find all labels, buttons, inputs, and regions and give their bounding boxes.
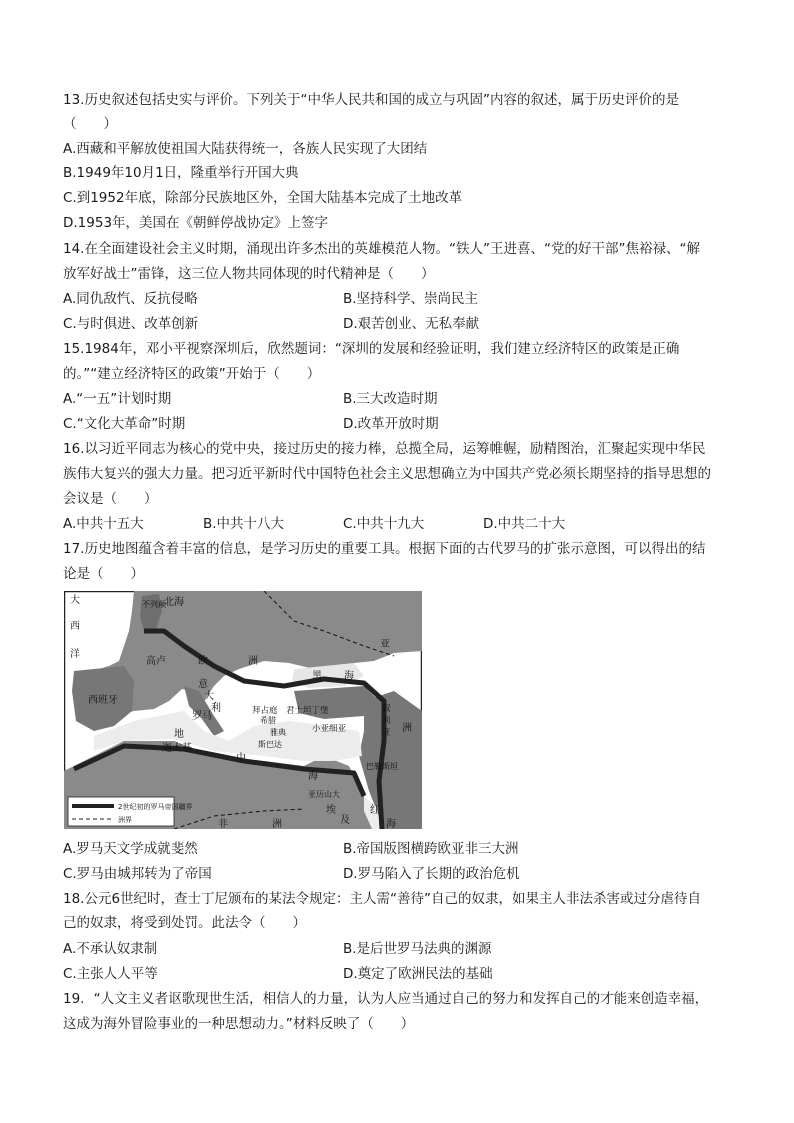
q13-option-a: A.西藏和平解放使祖国大陆获得统一，各族人民实现了大团结 — [63, 141, 428, 157]
q16-stem-line1: 16.以习近平同志为核心的党中央，接过历史的接力棒，总揽全局，运筹帷幄，励精图治，汇聚起实现中华民 — [63, 441, 706, 457]
label-black-sea-hai: 海 — [344, 671, 354, 682]
q14-stem-line2: 放军好战士”雷锋，这三位人物共同体现的时代精神是（ ） — [63, 266, 435, 282]
q18-option-b: B.是后世罗马法典的渊源 — [343, 941, 492, 957]
legend-border-label: 2世纪初的罗马帝国疆界 — [118, 803, 193, 811]
label-gaul: 高卢 — [146, 656, 166, 667]
q18-stem-line2: 己的奴隶，将受到处罚。此法令（ ） — [63, 915, 306, 931]
label-africa-zhou: 洲 — [272, 819, 282, 829]
label-asia-ya: 亚 — [380, 639, 390, 650]
q17-option-d: D.罗马陷入了长期的政治危机 — [343, 866, 520, 882]
q14-stem-line1: 14.在全面建设社会主义时期，涌现出许多杰出的英雄模范人物。“铁人”王进喜、“党的好干部”焦裕禄、“解 — [63, 241, 700, 257]
q18-option-c: C.主张人人平等 — [63, 966, 158, 982]
q19-stem-line1: 19．“人文主义者讴歌现世生活，相信人的力量，认为人应当通过自己的努力和发挥自己的才能来创造幸福， — [63, 991, 709, 1007]
label-byzantium: 拜占庭 — [252, 706, 278, 716]
q17-option-c: C.罗马由城邦转为了帝国 — [63, 866, 212, 882]
label-da: 大 — [70, 595, 80, 606]
q16-option-c: C.中共十九大 — [343, 516, 425, 532]
q16-option-a: A.中共十五大 — [63, 516, 144, 532]
q17-stem-line2: 论是（ ） — [63, 566, 144, 582]
label-north-sea: 北海 — [164, 597, 184, 608]
label-britain: 不列颠 — [142, 600, 166, 609]
label-europe-ou: 欧 — [198, 656, 208, 667]
label-xi: 西 — [70, 621, 80, 632]
label-asia-minor: 小亚细亚 — [312, 724, 347, 734]
label-constantinople: 君士坦丁堡 — [286, 706, 329, 716]
label-syria-li: 利 — [382, 716, 391, 726]
label-athens: 雅典 — [270, 728, 286, 737]
label-spain: 西班牙 — [88, 695, 118, 706]
label-italy-li: 利 — [211, 703, 221, 714]
label-med-hai: 海 — [308, 771, 318, 782]
label-egypt-ai: 埃 — [326, 805, 336, 816]
label-black-sea-hei: 黑 — [312, 671, 322, 682]
label-europe-zhou: 洲 — [248, 656, 258, 667]
label-med-di: 地 — [174, 729, 184, 740]
q15-option-d: D.改革开放时期 — [343, 416, 439, 432]
q14-option-a: A.同仇敌忾、反抗侵略 — [63, 291, 198, 307]
q13-option-b: B.1949年10月1日，隆重举行开国大典 — [63, 165, 299, 181]
q16-stem-line2: 族伟大复兴的强大力量。把习近平新时代中国特色社会主义思想确立为中国共产党必须长期坚持的指导思想的 — [63, 466, 711, 482]
q18-option-d: D.奠定了欧洲民法的基础 — [343, 966, 493, 982]
q14-option-b: B.坚持科学、崇尚民主 — [343, 291, 479, 307]
label-yang: 洋 — [70, 649, 80, 660]
q18-option-a: A.不承认奴隶制 — [63, 941, 158, 957]
label-asia-zhou: 洲 — [402, 723, 412, 734]
label-syria-ya: 亚 — [382, 728, 391, 738]
q16-stem-line3: 会议是（ ） — [63, 491, 158, 507]
label-carthage: 迦太基 — [162, 743, 192, 754]
label-italy-da: 大 — [204, 691, 214, 702]
q14-option-c: C.与时俱进、改革创新 — [63, 316, 199, 332]
label-palestine: 巴勒斯坦 — [366, 762, 398, 771]
label-med-zhong: 中 — [236, 753, 246, 764]
q18-stem-line1: 18.公元6世纪时，查士丁尼颁布的某法令规定：主人需“善待”自己的奴隶，如果主人非法杀害或过分虐待自 — [63, 891, 702, 907]
q15-option-a: A.“一五”计划时期 — [63, 391, 172, 407]
q14-option-d: D.艰苦创业、无私奉献 — [343, 316, 480, 332]
q17-stem-line1: 17.历史地图蕴含着丰富的信息，是学习历史的重要工具。根据下面的古代罗马的扩张示意图，可以得出的结 — [63, 541, 706, 557]
label-syria-xu: 叙 — [382, 704, 391, 714]
roman-expansion-map — [64, 591, 422, 829]
label-alexandria: 亚历山大 — [308, 790, 340, 799]
q16-option-b: B.中共十八大 — [203, 516, 285, 532]
q13-stem-line1: 13.历史叙述包括史实与评价。下列关于“中华人民共和国的成立与巩固”内容的叙述，属于历史评价的是 — [63, 92, 679, 108]
label-red-sea-hai: 海 — [386, 819, 396, 829]
label-red-sea-hong: 红 — [370, 805, 380, 816]
q17-option-a: A.罗马天文学成就斐然 — [63, 841, 198, 857]
label-rome: 罗马 — [192, 711, 212, 722]
label-africa-fei: 非 — [218, 819, 228, 829]
q17-option-b: B.帝国版图横跨欧亚非三大洲 — [343, 841, 519, 857]
q19-stem-line2: 这成为海外冒险事业的一种思想动力。”材料反映了（ ） — [63, 1016, 415, 1032]
label-sparta: 斯巴达 — [258, 740, 282, 749]
q13-option-c: C.到1952年底，除部分民族地区外，全国大陆基本完成了土地改革 — [63, 190, 463, 206]
q15-option-b: B.三大改造时期 — [343, 391, 438, 407]
legend-continent-label: 洲界 — [118, 816, 132, 824]
label-egypt-ji: 及 — [340, 815, 350, 826]
q13-option-d: D.1953年，美国在《朝鲜停战协定》上签字 — [63, 215, 329, 231]
label-greece: 希腊 — [260, 716, 276, 725]
q15-option-c: C.“文化大革命”时期 — [63, 416, 186, 432]
q15-stem-line1: 15.1984年，邓小平视察深圳后，欣然题词：“深圳的发展和经验证明，我们建立经济特区的政策是正确 — [63, 341, 680, 357]
q16-option-d: D.中共二十大 — [483, 516, 566, 532]
q15-stem-line2: 的。”“建立经济特区的政策”开始于（ ） — [63, 366, 321, 382]
label-italy-yi: 意 — [198, 679, 208, 690]
q13-stem-line2: （ ） — [63, 116, 117, 132]
